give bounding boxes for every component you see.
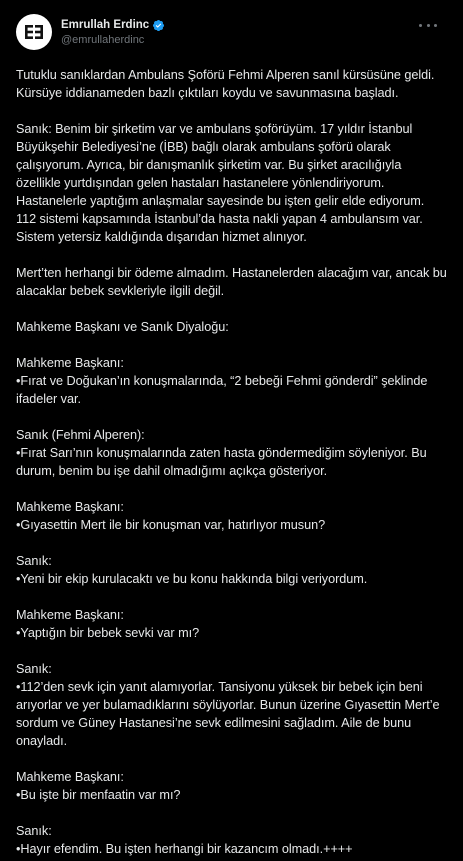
more-dot (427, 24, 430, 27)
tweet-paragraph: Sanık: Benim bir şirketim var ve ambulans şoförüyüm. 17 yıldır İstanbul Büyükşehir Belediyesi’ne (İBB) bağlı olarak ambulans şoförü olarak çalışıyorum. Ayrıca, bir danışmanlık şirketim var. Bu şirket aracılığıyla özellikle yurtdışından gelen hastaları hastanelere yönlendiriyorum. Hastanelerle yaptığım anlaşmalar sayesinde bu işten gelir elde ediyorum. 112 sistemi kapsamında İstanbul’da hasta nakli yapan 4 ambulansım var. Sistem yetersiz kaldığında dışarıdan hizmet alınıyor. (16, 122, 425, 244)
author-handle[interactable]: @emrullaherdinc (61, 34, 145, 46)
author-display-name[interactable]: Emrullah Erdinc (61, 19, 150, 31)
author-info (61, 17, 165, 47)
more-dot (419, 24, 422, 27)
verified-badge-icon (152, 19, 165, 32)
tweet-paragraph: Mahkeme Başkanı: •Yaptığın bir bebek sevki var mı? (16, 608, 200, 640)
more-options-icon[interactable] (419, 18, 437, 32)
tweet-paragraph: Mert’ten herhangi bir ödeme almadım. Hastanelerden alacağım var, ancak bu alacaklar bebek sevkleriyle ilgili değil. (16, 266, 447, 298)
name-row (61, 17, 165, 33)
more-dot (434, 24, 437, 27)
tweet-paragraph: Mahkeme Başkanı: •Fırat ve Doğukan’ın konuşmalarında, “2 bebeği Fehmi gönderdi” şeklinde ifadeler var. (16, 356, 428, 406)
tweet-paragraph: Sanık: •Yeni bir ekip kurulacaktı ve bu konu hakkında bilgi veriyordum. (16, 554, 368, 586)
avatar[interactable] (16, 14, 52, 50)
tweet-paragraph: Sanık: •Hayır efendim. Bu işten herhangi bir kazancım olmadı.++++ (16, 824, 353, 856)
ee-logo-icon (24, 22, 44, 42)
tweet-text (16, 66, 447, 858)
tweet-paragraph: Mahkeme Başkanı ve Sanık Diyaloğu: (16, 320, 229, 334)
tweet-paragraph: Tutuklu sanıklardan Ambulans Şoförü Fehmi Alperen sanıl kürsüsüne geldi. Kürsüye iddianameden bazlı çıktıları koydu ve savunmasına başladı. (16, 68, 435, 100)
tweet-paragraph: Mahkeme Başkanı: •Bu işte bir menfaatin var mı? (16, 770, 181, 802)
tweet-paragraph: Mahkeme Başkanı: •Gıyasettin Mert ile bir konuşman var, hatırlıyor musun? (16, 500, 326, 532)
tweet-paragraph: Sanık (Fehmi Alperen): •Fırat Sarı’nın konuşmalarında zaten hasta göndermediğim söyleniyor. Bu durum, benim bu işe dahil olmadığımı açıkça gösteriyor. (16, 428, 427, 478)
tweet-paragraph: Sanık: •112’den sevk için yanıt alamıyorlar. Tansiyonu yüksek bir bebek için beni arıyorlar ve yer bulamadıklarını söylüyorlar. Bunun üzerine Gıyasettin Mert’e sordum ve Güney Hastanesi’ne sevk edilmesini sağladım. Aile de bunu onayladı. (16, 662, 440, 748)
tweet-header (16, 12, 447, 52)
